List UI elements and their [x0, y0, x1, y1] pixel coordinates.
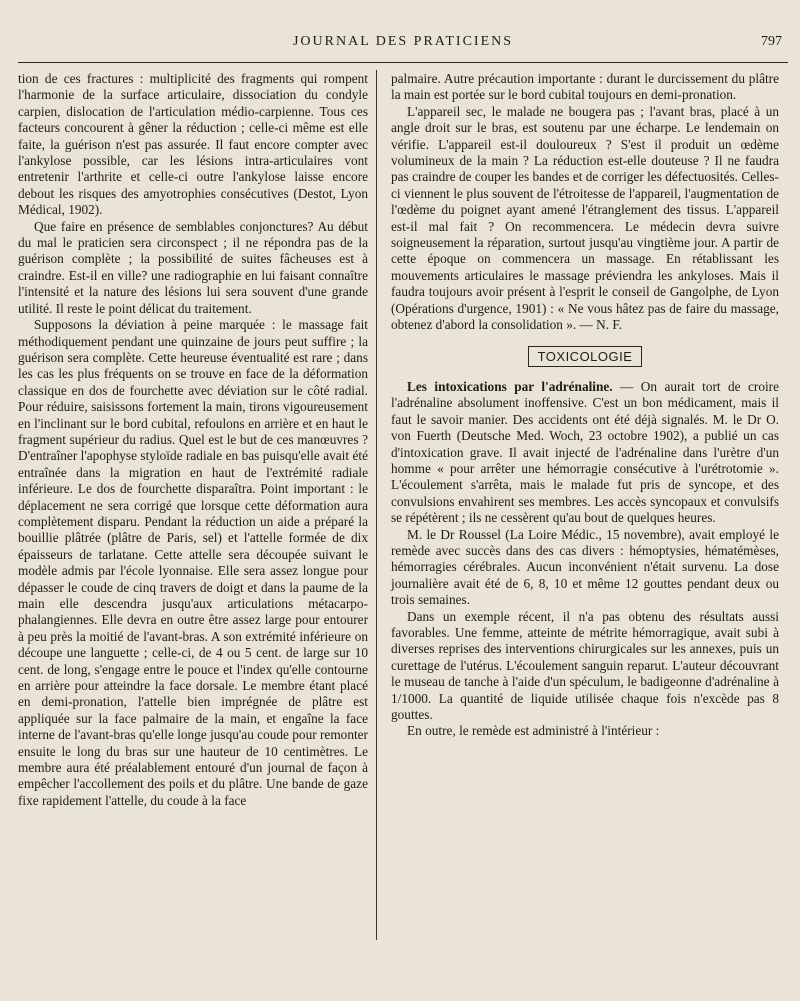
article-headline: Les intoxications par l'adrénaline.: [407, 378, 613, 394]
running-title: JOURNAL DES PRATICIENS: [292, 34, 514, 49]
paragraph: tion de ces fractures : multiplicité des fragments qui rompent l'harmonie de la surface articulaire, dissociation du condyle carpien, dislocation de l'articulation médio-carpienne. Tous ces facteurs concourent à gêner la réduction ; celle-ci même est elle faite, la guérison n'est pas assurée. Il faut encore compter avec l'ankylose possible, car les lésions intra-articulaires vont entretenir l'arthrite et celle-ci outre l'ankylose laisse encore debout les risques des amyotrophies consécutives (Destot, Lyon Médical, 1902).: [18, 71, 368, 218]
right-column: [391, 71, 779, 740]
paragraph: M. le Dr Roussel (La Loire Médic., 15 novembre), avait employé le remède avec succès dans des cas divers : hémoptysies, hématémèses, hémorragies cérébrales. Aucun inconvénient n'était survenu. La dose journalière avait été de 6, 8, 10 et même 12 gouttes pendant deux ou trois semaines.: [391, 526, 779, 608]
paragraph: palmaire. Autre précaution importante : durant le durcissement du plâtre la main est portée sur le bord cubital toujours en demi-pronation.: [391, 71, 779, 103]
paragraph: En outre, le remède est administré à l'intérieur :: [407, 723, 660, 739]
section-title: TOXICOLOGIE: [528, 346, 642, 367]
paragraph: L'appareil sec, le malade ne bougera pas ; l'avant bras, placé à un angle droit sur le bras, est soutenu par une écharpe. Le lendemain on vérifie. L'appareil est-il douloureux ? S'est il produit un œdème volumineux de la main ? La réduction est-elle douteuse ? Il ne faudra pas craindre de couper les bandes et de corriger les défectuosités. Celles-ci viennent le plus souvent de l'étroitesse de l'appareil, l'augmentation de l'œdème du poignet ayant amené l'étranglement des tissus. L'appareil est-il mal fait ? On recommencera. Le médecin devra suivre soigneusement la réparation, surtout jusqu'au vingtième jour. A partir de cette époque on commencera un massage. En rétablissant les mouvements articulaires le massage préviendra les ankyloses. Mais il faudra toujours avoir présent à l'esprit le conseil de Gangolphe, de Lyon (Opérations d'urgence, 1901) : « Ne vous hâtez pas de faire du massage, obtenez d'abord la consolidation ». — N. F.: [391, 103, 779, 333]
page-header: [18, 34, 788, 58]
article-paragraph: [391, 379, 779, 527]
paragraph: Supposons la déviation à peine marquée : le massage fait méthodiquement pendant une quinzaine de jours peut suffire ; la guérison sera complète. Cette heureuse éventualité est rare ; dans les cas les plus fréquents on se trouve en face de la déformation classique en dos de fourchette avec déviation sur le côté radial. Pour réduire, saisissons fortement la main, tirons vigoureusement en l'inclinant sur le bord cubital, refoulons en arrière et en haut le fragment supérieur du radius. Quel est le but de ces manœuvres ? D'entraîner l'apophyse styloïde radiale en bas puisqu'elle avait été entraînée dans la migration en haut de l'extrémité radiale inférieure. Le dos de fourchette disparaîtra. Point important : le déplacement ne sera corrigé que lorsque cette déformation aura complètement disparu. Pendant la réduction un aide a préparé la bouillie plâtrée (plâtre de Paris, sel) et l'attelle formée de dix épaisseurs de tarlatane. Cette attelle sera découpée suivant le modèle admis par l'école lyonnaise. Elle sera assez longue pour dépasser le coude de cinq travers de doigt et dans la paume de la main elle descendra jusqu'aux articulations métacarpo-phalangiennes. Elle devra en outre être assez large pour entourer à peu près la moitié de l'avant-bras. A son extrémité inférieure on découpe une languette ; celle-ci, de 4 ou 5 cent. de large sur 10 cent. de long, s'engage entre le pouce et l'index qu'elle contourne en arrière pour atteindre la face dorsale. Le membre étant placé en demi-pronation, l'attelle bien imprégnée de plâtre est appliquée sur la face palmaire de la main, et engaîne la face interne de l'avant-bras qu'elle longe jusqu'au coude pour remonter ensuite le long du bras sur une hauteur de 10 centimètres. Le membre aura été préalablement entouré d'un journal de façon à empêcher l'accollement des poils et du plâtre. Une bande de gaze fixe rapidement l'attelle, du coude à la face: [18, 317, 368, 808]
paragraph: Dans un exemple récent, il n'a pas obtenu des résultats aussi favorables. Une femme, atteinte de métrite hémorragique, avait subi à diverses reprises des interventions chirurgicales sur les annexes, puis un curettage de l'utérus. L'écoulement sanguin reparut. L'auteur découvrant le museau de tanche à l'aide d'un spéculum, le badigeonne d'adrénaline à 1/1000. La quantité de liquide utilisée chaque fois n'excède pas 8 gouttes.: [391, 608, 779, 723]
column-divider: [376, 70, 377, 940]
header-rule: [18, 62, 788, 63]
left-column: [18, 71, 368, 809]
paragraph: Que faire en présence de semblables conjonctures? Au début du mal le praticien sera circonspect ; il ne répondra pas de la guérison complète ; la possibilité de suites fâcheuses est à craindre. Est-il en ville? une radiographie en lui faisant connaître l'intensité et la nature des lésions lui sera souvent d'une grande utilité. Il reste le point délicat du traitement.: [18, 218, 368, 316]
article-text: — On aurait tort de croire l'adrénaline absolument inoffensive. C'est un bon médicament, mais il faut le savoir manier. Des accidents ont été déjà signalés. M. le Dr O. von Fuerth (Deutsche Med. Woch, 23 octobre 1902), a publié un cas d'intoxication grave. Il avait injecté de l'adrénaline dans l'urètre d'un homme « pour arrêter une hémorragie consécutive à l'urétrotomie ». L'écoulement s'arrêta, mais le malade fut pris de syncope, et des convulsions envahirent ses membres. Les accès syncopaux et convulsifs se répétèrent ; ils ne cessèrent qu'au bout de quelques heures.: [391, 378, 780, 526]
page-number: 797: [761, 34, 782, 49]
